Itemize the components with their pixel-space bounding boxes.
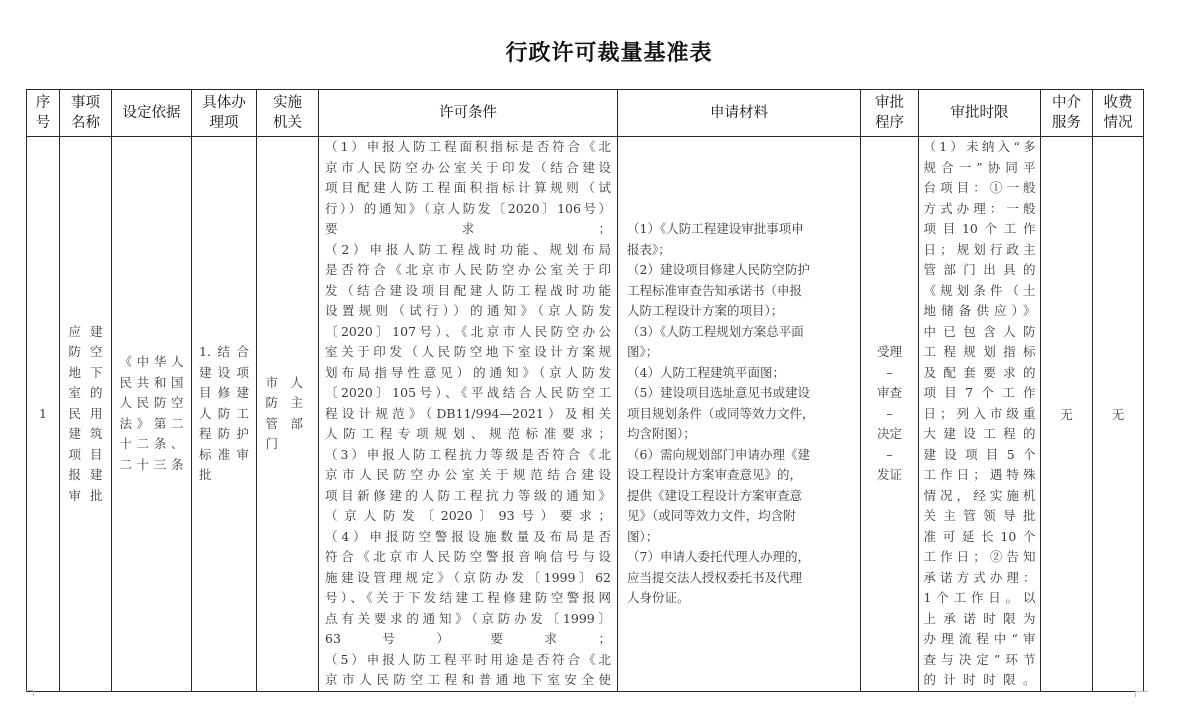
text-line: 京市人民防空办公室关于规范结合建设 [325,467,611,482]
cell-materials [618,137,861,692]
text-line: 发证 [876,467,902,482]
text-line: 批 [199,467,212,482]
text-line: 号）、《关于下发结建工程修建防空警报网 [325,590,611,605]
table-row [27,137,1144,692]
text-line: – [886,446,893,462]
text-line: （1）《人防工程建设审批事项申 [627,221,804,236]
text-line: （3）《人防工程规划方案总平面 [627,323,804,339]
header-conditions [319,90,618,137]
text-line: 报建 [68,467,103,482]
cell-procedure [861,137,919,692]
specific-item-text [199,342,249,486]
text-line: 二十三条 [119,456,184,472]
text-line: 京市人民防空办公室关于印发（结合建设 [325,159,611,175]
text-line: （2）申报人防工程战时功能、规划布局 [325,241,611,257]
text-line: 上承诺时限为 [923,610,1036,626]
conditions-text [325,137,611,691]
header-seq-label: 序 号 [35,95,51,131]
text-line: 程防护 [199,426,249,441]
text-line: 京市人民防空工程和普通地下室安全使 [325,672,611,687]
header-item-label: 具体办 理项 [202,95,246,131]
text-line: 审批 [68,487,103,503]
text-line: （京人防发〔2020〕93号）要求； [325,508,611,523]
text-line: 〔2020〕107号）、《北京市人民防空办公 [325,323,611,339]
text-line: 项目7个工作 [923,385,1036,400]
text-line: 的计时时限。 [923,672,1036,687]
header-time-limit-label: 审批时限 [950,105,1009,121]
header-materials [618,90,861,137]
text-line: 关主管领导批 [923,508,1036,523]
text-line: 〔2020〕105号）、《平战结合人民防空工 [325,385,611,400]
text-line: （1）未纳入“多 [923,139,1036,154]
text-line: 民共和国 [119,374,184,390]
text-line: 符合《北京市人民防空警报音响信号与设 [325,549,611,564]
text-line: 设工程设计方案审查意见》的， [627,467,803,482]
text-line: 划布局指导性意见）的通知》（京人防发 [325,364,611,380]
text-line: 人防工 [199,405,249,421]
text-line: （3）申报人防工程抗力等级是否符合《北 [325,446,611,462]
item-name-text [69,322,103,507]
text-line: 设置规则（试行））的通知》（京人防发 [325,303,611,318]
header-basis [112,90,192,137]
text-line: 建设项目5个 [923,446,1036,462]
agency-text [266,373,310,455]
text-line: 点有关要求的通知》（京防办发〔1999〕 [325,610,611,626]
text-line: 程设计规范》（DB11/994—2021）及相关 [325,405,611,421]
text-line: （6）需向规划部门申请办理《建 [627,446,810,462]
materials-text [627,219,851,609]
text-line: 管 部 [265,415,304,431]
legal-basis-text [120,352,184,475]
text-line: 提供《建设工程设计方案审查意 [627,487,803,503]
text-line: （4）人防工程建筑平面图； [627,364,785,380]
seq-number: 1 [39,406,47,422]
text-line: 地下 [68,364,103,380]
cell-name [60,137,112,692]
text-line: 及配套要求的 [923,364,1036,380]
text-line: 项目 [68,446,103,462]
text-line: 规合一”协同平 [923,159,1036,175]
text-line: 工作日；②告知 [923,549,1036,564]
text-line: 防空 [68,344,103,359]
cell-fees [1093,137,1144,692]
text-line: 图》； [627,344,659,359]
text-line: 法》第二 [119,415,184,431]
text-line: 报表》； [627,241,671,257]
cell-intermediary [1041,137,1093,692]
header-intermediary [1041,90,1093,137]
text-line: 人防工程设计方案的项目）； [627,303,784,318]
text-line: 十二条、 [119,436,184,452]
cell-conditions [319,137,618,692]
text-line: 施建设管理规定》（京防办发〔1999〕62 [325,569,611,585]
text-line: 人身份证。 [627,590,690,605]
text-line: （4）申报防空警报设施数量及布局是否 [325,528,611,544]
text-line: 63号）要求； [325,631,611,646]
text-line: 发（结合建设项目配建人防工程战时功能 [325,282,611,298]
header-agency [257,90,319,137]
text-line: – [886,405,893,421]
text-line: 见》（或同等效力文件，均含附 [627,508,796,523]
intermediary-value: 无 [1060,406,1073,422]
text-line: 项目规划条件（或同等效力文件， [627,405,815,421]
text-line: 是否符合《北京市人民防空办公室关于印 [325,262,611,277]
text-line: 应建 [68,323,103,339]
header-basis-label: 设定依据 [122,105,181,121]
text-line: 办理流程中“审 [923,631,1036,646]
text-line: 建设项 [199,364,249,380]
text-line: 图）； [627,528,659,544]
header-name [60,90,112,137]
header-item [192,90,257,137]
text-line: 项目新修建的人防工程抗力等级的通知》 [325,487,611,503]
text-line: 项目10个工作 [923,221,1036,236]
crop-mark-bottom-left-v [33,690,34,696]
text-line: 工程标准审查告知承诺书（申报 [627,282,803,298]
text-line: 工作日；遇特殊 [923,467,1036,482]
text-line: 人防工程专项规划、规范标准要求； [325,426,611,441]
header-materials-label: 申请材料 [710,105,768,121]
cell-time-limit [919,137,1041,692]
text-line: （2）建设项目修建人民防空防护 [627,262,810,277]
text-line: 受理 [876,344,902,359]
text-line: 防 主 [265,395,304,411]
header-seq [27,90,60,137]
text-line: 审查 [876,385,902,400]
header-agency-label: 实施 机关 [273,95,302,131]
cell-item [192,137,257,692]
header-row [27,90,1144,137]
header-name-label: 事项 名称 [71,95,100,131]
text-line: 地储备供应）》 [923,303,1036,318]
text-line: 项目配建人防工程面积指标计算规则（试 [325,180,611,195]
text-line: 人民防空 [119,395,184,411]
text-line: （5）申报人防工程平时用途是否符合《北 [325,651,611,667]
time-limit-text [924,137,1036,691]
header-procedure-label: 审批 程序 [875,95,904,131]
text-line: （5）建设项目选址意见书或建设 [627,385,810,400]
text-line: 承诺方式办理： [923,569,1036,585]
text-line: 1.结合 [199,344,249,359]
text-line: 大建设工程的 [923,426,1036,441]
header-fees [1093,90,1144,137]
text-line: （7）申请人委托代理人办理的， [627,549,810,564]
header-conditions-label: 许可条件 [439,105,497,121]
fees-value: 无 [1111,406,1125,422]
header-intermediary-label: 中介 服务 [1052,95,1081,131]
discretion-standard-table [26,89,1144,692]
text-line: 应当提交法人授权委托书及代理 [627,569,803,585]
text-line: 台项目：①一般 [923,180,1036,195]
header-time-limit [919,90,1041,137]
text-line: 行））的通知》（京人防发〔2020〕106号） [325,200,611,216]
text-line: 工程规划指标 [923,344,1036,359]
text-line: 情况，经实施机 [923,487,1036,503]
text-line: 日；列入市级重 [923,405,1036,421]
text-line: 建筑 [68,426,103,441]
text-line: 室的 [68,385,103,400]
page-title: 行政许可裁量基准表 [505,41,713,66]
cell-agency [257,137,319,692]
text-line: 日；规划行政主 [923,241,1036,257]
text-line: 均含附图）； [627,426,696,441]
text-line: 标准审 [199,446,249,462]
header-fees-label: 收费 情况 [1103,95,1133,131]
text-line: 《中华人 [119,354,184,370]
text-line: 中已包含人防 [923,323,1036,339]
text-line: 民用 [68,405,103,421]
text-line: 《规划条件（土 [923,282,1036,298]
text-line: （1）申报人防工程面积指标是否符合《北 [325,139,611,154]
text-line: 室关于印发（人民防空地下室设计方案规 [325,344,611,359]
procedure-text [875,342,905,486]
cell-seq [27,137,60,692]
cell-basis [112,137,192,692]
text-line: 方式办理：一般 [923,200,1036,216]
text-line: 1个工作日。以 [923,590,1036,605]
text-line: – [886,364,893,380]
header-procedure [861,90,919,137]
text-line: 要求； [325,221,611,236]
crop-mark-bottom-right [1135,691,1148,692]
text-line: 准可延长10个 [923,528,1036,544]
text-line: 门 [265,436,279,452]
crop-mark-bottom-right-v [1135,691,1136,697]
text-line: 管部门出具的 [923,262,1036,277]
text-line: 决定 [876,426,902,441]
text-line: 目修建 [199,385,249,400]
text-line: 查与决定”环节 [923,651,1036,667]
text-line: 市 人 [265,374,304,390]
